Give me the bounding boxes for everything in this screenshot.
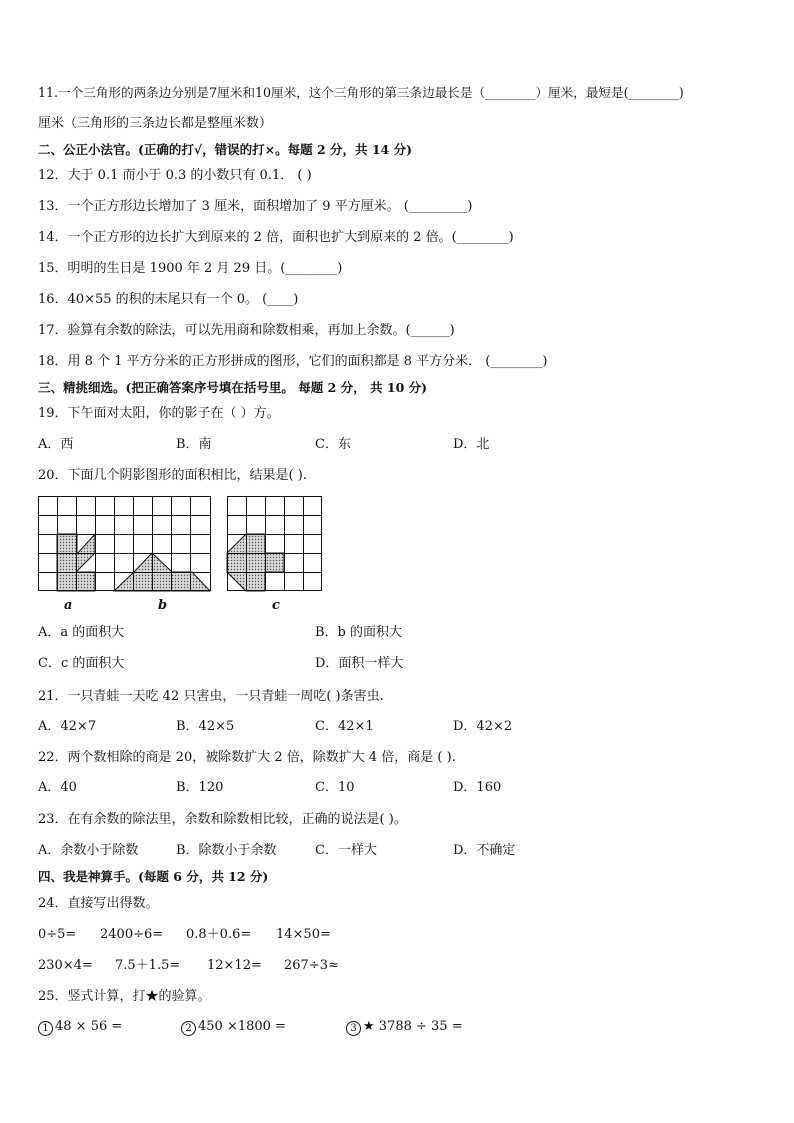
- q18: 18．用 8 个 1 平方分米的正方形拼成的图形，它们的面积都是 8 平方分米． (________): [38, 354, 548, 369]
- q19-option-d: D．北: [453, 437, 490, 452]
- q20-option-c: C．c 的面积大: [38, 656, 125, 671]
- q19-stem: 19．下午面对太阳，你的影子在（ ）方。: [38, 406, 280, 421]
- section-2-heading: 二、公正小法官。(正确的打√，错误的打×。每题 2 分，共 14 分): [38, 142, 413, 157]
- q24-r1-c3: 0.8＋0.6=: [186, 927, 252, 942]
- q14: 14．一个正方形的边长扩大到原来的 2 倍，面积也扩大到原来的 2 倍。(________): [38, 230, 514, 245]
- figure-c-label: c: [272, 598, 280, 613]
- q25-item-2: [181, 1018, 286, 1036]
- q16: 16．40×55 的积的末尾只有一个 0。 (____): [38, 292, 299, 307]
- q15: 15．明明的生日是 1900 年 2 月 29 日。(________): [38, 261, 343, 276]
- q21-option-d: D．42×2: [453, 719, 513, 734]
- section-4-heading: 四、我是神算手。(每题 6 分，共 12 分): [38, 869, 269, 884]
- q17: 17．验算有余数的除法，可以先用商和除数相乘，再加上余数。(______): [38, 323, 455, 338]
- q23-stem: 23．在有余数的除法里，余数和除数相比较，正确的说法是( )。: [38, 812, 407, 827]
- q25-item-3-expr: ★ 3788 ÷ 35 =: [363, 1019, 463, 1034]
- q20-stem: 20．下面几个阴影图形的面积相比，结果是( ).: [38, 468, 307, 483]
- q24-r2-c3: 12×12=: [207, 958, 262, 973]
- q24-r1-c1: 0÷5=: [38, 927, 77, 942]
- q24-r1-c2: 2400÷6=: [100, 927, 164, 942]
- q20-option-d: D．面积一样大: [315, 656, 404, 671]
- q19-option-a: A．西: [38, 437, 74, 452]
- q23-option-d: D．不确定: [453, 843, 516, 858]
- figure-b-label: b: [158, 598, 168, 613]
- q20-figures: [38, 496, 338, 616]
- q20-option-a: A．a 的面积大: [38, 625, 125, 640]
- q24-r1-c4: 14×50=: [276, 927, 331, 942]
- q20-option-b: B．b 的面积大: [315, 625, 403, 640]
- section-3-heading: 三、精挑细选。(把正确答案序号填在括号里。 每题 2 分， 共 10 分): [38, 380, 428, 395]
- q25-stem: 25．竖式计算，打★的验算。: [38, 989, 211, 1004]
- q25-item-2-expr: 450 ×1800 =: [198, 1019, 286, 1034]
- circled-number-1: 1: [38, 1021, 53, 1036]
- q25-item-1-expr: 48 × 56 =: [55, 1019, 123, 1034]
- circled-number-3: 3: [346, 1021, 361, 1036]
- q24-stem: 24．直接写出得数。: [38, 896, 159, 911]
- circled-number-2: 2: [181, 1021, 196, 1036]
- q11-line2: 厘米（三角形的三条边长都是整厘米数）: [38, 116, 273, 131]
- q11-line1: 11.一个三角形的两条边分别是7厘米和10厘米，这个三角形的第三条边最长是（________）厘米，最短是(________): [38, 85, 684, 100]
- q23-option-c: C．一样大: [315, 843, 377, 858]
- q21-option-c: C．42×1: [315, 719, 374, 734]
- q12: 12．大于 0.1 而小于 0.3 的小数只有 0.1． ( ): [38, 168, 312, 183]
- q19-option-c: C．东: [315, 437, 351, 452]
- q20-figure-svg: [38, 496, 338, 596]
- figure-a-grid: [38, 496, 115, 591]
- q23-option-a: A．余数小于除数: [38, 843, 139, 858]
- q13: 13．一个正方形边长增加了 3 厘米，面积增加了 9 平方厘米。 (_________): [38, 199, 473, 214]
- q24-r2-c4: 267÷3≈: [284, 958, 339, 973]
- q21-stem: 21．一只青蛙一天吃 42 只害虫，一只青蛙一周吃( )条害虫.: [38, 689, 384, 704]
- q19-option-b: B．南: [176, 437, 212, 452]
- q25-item-1: [38, 1018, 122, 1036]
- q22-option-b: B．120: [176, 780, 224, 795]
- q25-item-3: [346, 1018, 463, 1036]
- figure-c-grid: [227, 496, 322, 591]
- q22-option-d: D．160: [453, 780, 502, 795]
- q22-option-a: A．40: [38, 780, 77, 795]
- q24-r2-c2: 7.5＋1.5=: [115, 958, 181, 973]
- q22-option-c: C．10: [315, 780, 355, 795]
- figure-b-grid: [114, 496, 211, 591]
- q21-option-a: A．42×7: [38, 719, 97, 734]
- q22-stem: 22．两个数相除的商是 20，被除数扩大 2 倍，除数扩大 4 倍，商是 ( ).: [38, 750, 456, 765]
- q24-r2-c1: 230×4=: [38, 958, 93, 973]
- figure-a-label: a: [64, 598, 73, 613]
- q21-option-b: B．42×5: [176, 719, 235, 734]
- q23-option-b: B．除数小于余数: [176, 843, 277, 858]
